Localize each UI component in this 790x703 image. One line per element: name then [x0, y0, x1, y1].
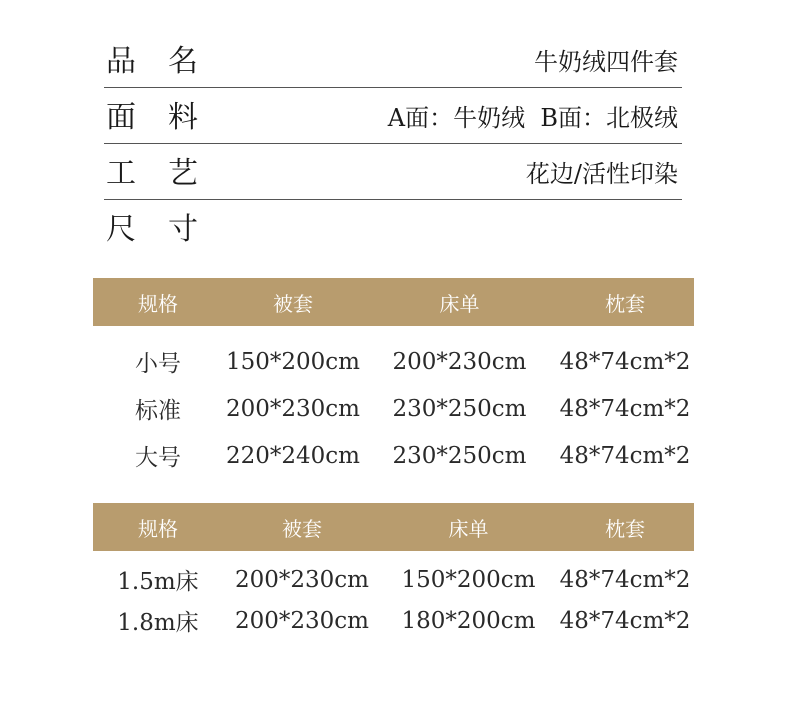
attribute-label: 品名 [106, 44, 230, 79]
table-row [93, 338, 694, 385]
attribute-row-size [104, 200, 682, 256]
header-cell-spec: 规格 [138, 516, 178, 541]
table-cell: 180*200cm [401, 607, 536, 634]
table-cell: 48*74cm*2 [559, 566, 691, 593]
header-cell-sheet: 床单 [448, 516, 489, 541]
attribute-label: 尺寸 [106, 212, 230, 247]
table-cell: 230*250cm [392, 442, 527, 469]
table-cell: 150*200cm [226, 348, 360, 375]
header-cell-spec: 规格 [138, 291, 178, 316]
header-cell-duvet: 被套 [273, 291, 313, 316]
header-cell-pillowcase: 枕套 [605, 516, 645, 541]
table-cell: 200*230cm [235, 566, 369, 593]
table-cell: 230*250cm [392, 395, 527, 422]
header-cell-pillowcase: 枕套 [605, 291, 645, 316]
table-cell: 1.8m床 [117, 610, 199, 636]
header-cell-duvet: 被套 [282, 516, 322, 541]
table-cell: 150*200cm [401, 566, 536, 593]
table-body [93, 551, 694, 641]
attribute-value: 牛奶绒四件套 [534, 48, 678, 76]
attribute-row-fabric [104, 88, 682, 144]
header-cell-sheet: 床单 [439, 291, 480, 316]
table-cell: 小号 [135, 351, 181, 377]
table-cell: 标准 [135, 398, 181, 424]
table-row [93, 432, 694, 479]
table-cell: 48*74cm*2 [559, 442, 691, 469]
attribute-label: 面料 [106, 100, 230, 135]
table-row [93, 385, 694, 432]
table-row [93, 559, 694, 600]
table-cell: 48*74cm*2 [559, 607, 691, 634]
table-cell: 220*240cm [226, 442, 360, 469]
table-header [93, 278, 694, 326]
attribute-row-craft [104, 144, 682, 200]
attribute-value: A面：牛奶绒 B面：北极绒 [387, 104, 678, 132]
table-cell: 200*230cm [226, 395, 360, 422]
table-row [93, 600, 694, 641]
attribute-row-name [104, 32, 682, 88]
table-cell: 48*74cm*2 [559, 395, 691, 422]
table-header [93, 503, 694, 551]
table-body [93, 326, 694, 479]
size-table-bed [93, 503, 694, 641]
table-cell: 200*230cm [235, 607, 369, 634]
attribute-value: 花边/活性印染 [525, 160, 678, 188]
product-attributes [104, 32, 682, 256]
table-cell: 大号 [135, 445, 181, 471]
attribute-label: 工艺 [106, 156, 230, 191]
table-cell: 48*74cm*2 [559, 348, 691, 375]
table-cell: 1.5m床 [117, 569, 199, 595]
size-table-standard [93, 278, 694, 479]
table-cell: 200*230cm [392, 348, 527, 375]
